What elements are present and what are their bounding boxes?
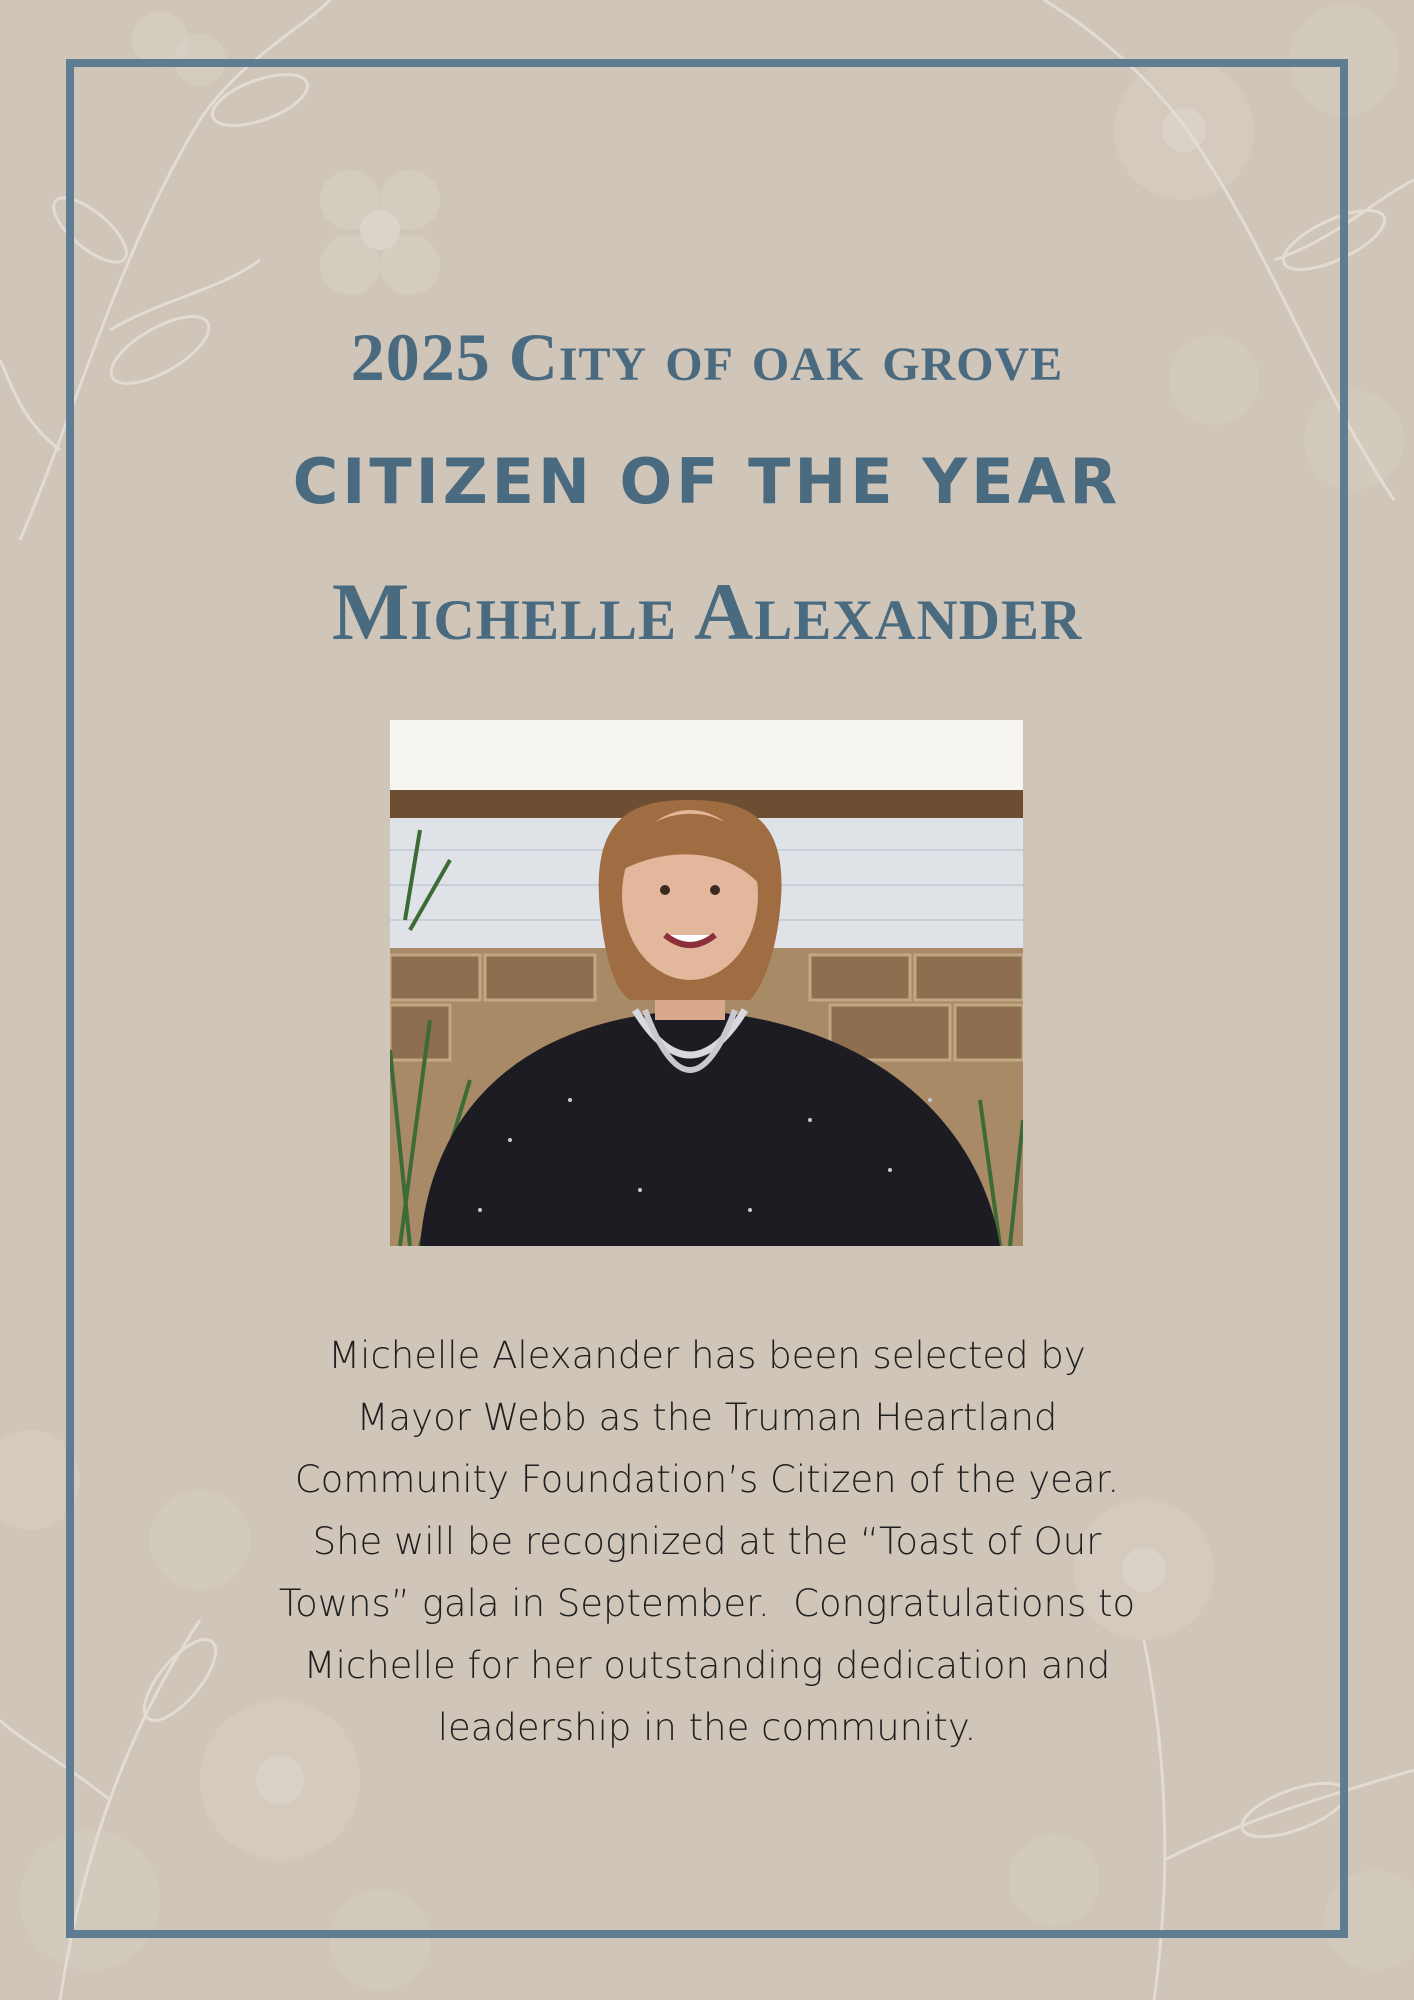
announcement-text: [200, 1325, 1214, 1759]
award-title: CITIZEN OF THE YEAR: [292, 445, 1122, 518]
announcement-line: Michelle Alexander has been selected by: [328, 1334, 1086, 1377]
portrait-photo-icon: [390, 720, 1023, 1246]
announcement-line: Towns” gala in September. Congratulations to: [278, 1582, 1136, 1625]
recipient-photo: [390, 720, 1023, 1246]
announcement-line: Mayor Webb as the Truman Heartland: [356, 1396, 1058, 1439]
announcement-line: Michelle for her outstanding dedication and: [303, 1644, 1111, 1687]
announcement-line: leadership in the community.: [437, 1706, 977, 1749]
announcement-line: Community Foundation’s Citizen of the year.: [294, 1458, 1120, 1501]
recipient-name: Michelle Alexander: [331, 566, 1083, 657]
announcement-line: She will be recognized at the “Toast of Our: [312, 1520, 1102, 1563]
award-year-city: 2025 City of oak grove: [350, 319, 1064, 395]
